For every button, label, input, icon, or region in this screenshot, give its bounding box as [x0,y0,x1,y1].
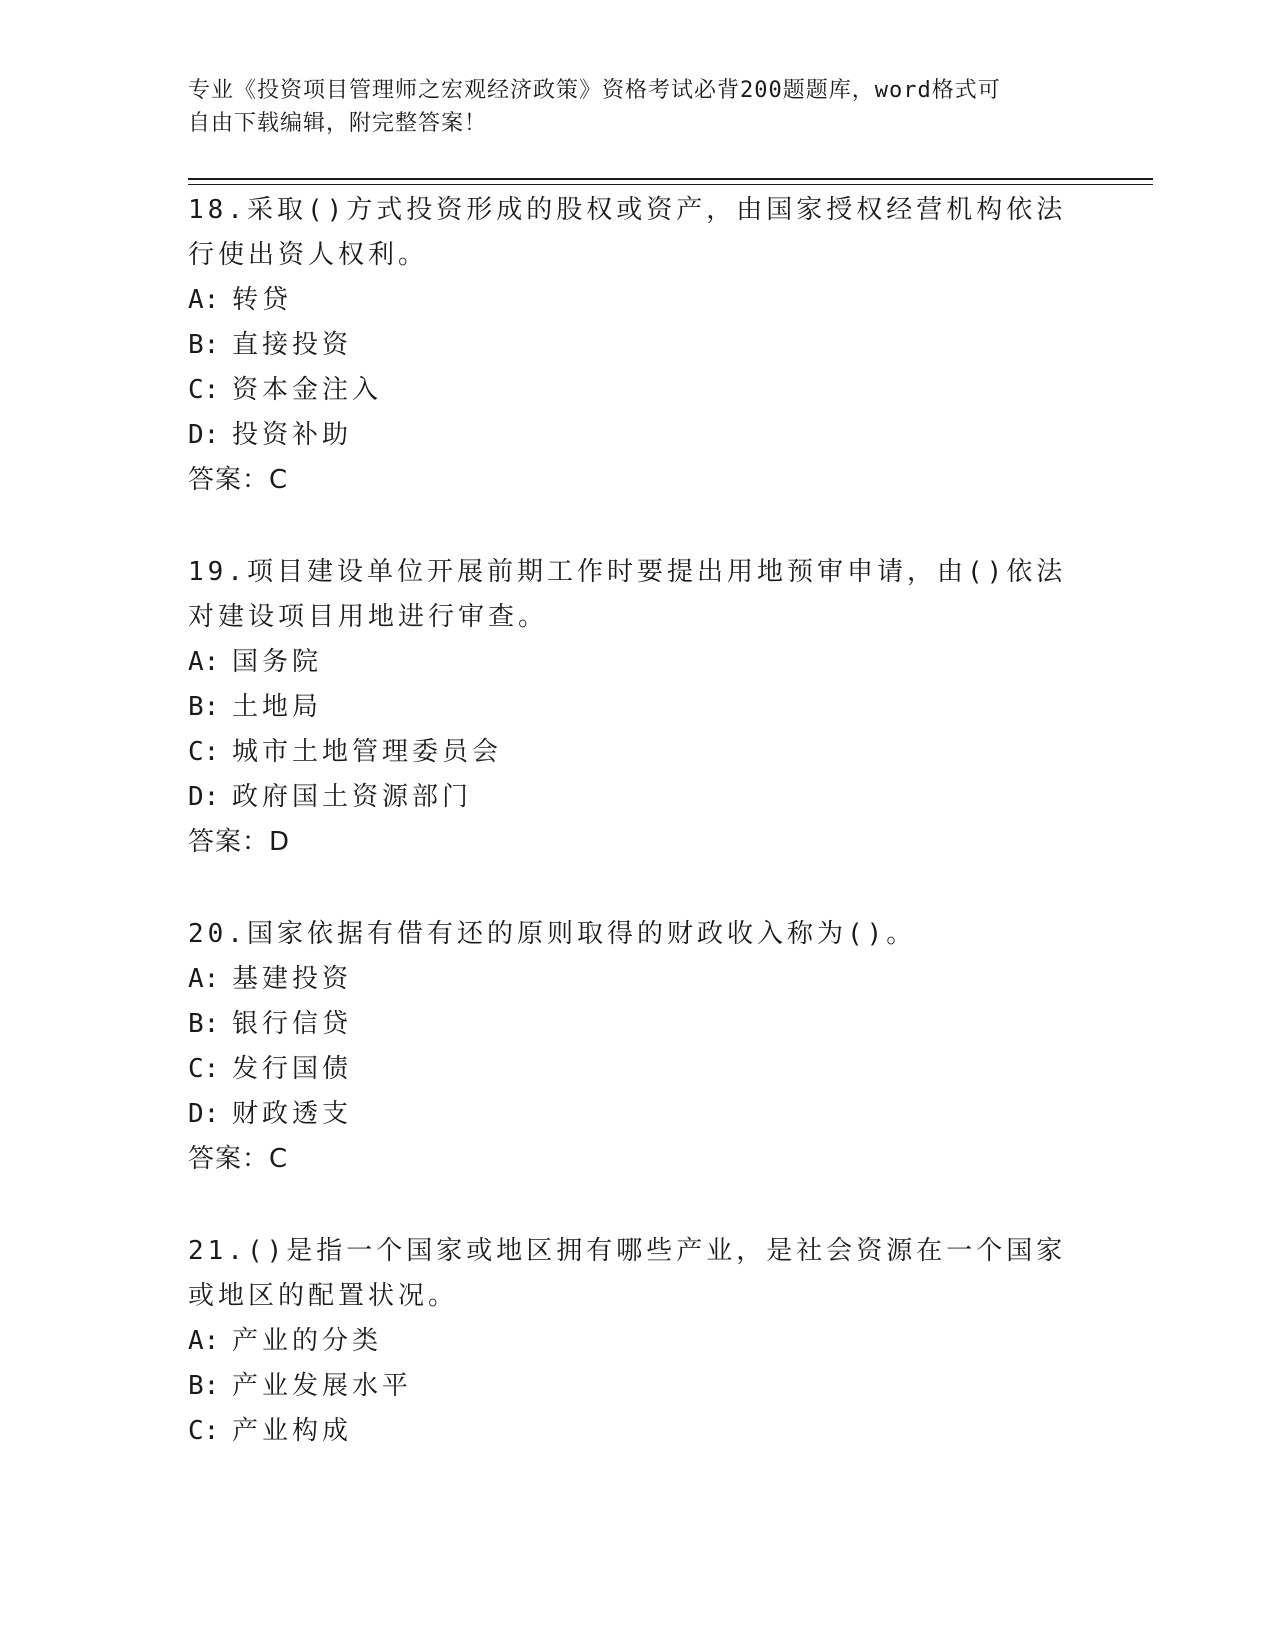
option-letter: C: [188,1054,220,1084]
question-text: 20.国家依据有借有还的原则取得的财政收入称为()。 [188,919,917,949]
option-letter: B: [188,692,220,722]
option-a [188,278,1088,323]
option-letter: B: [188,1371,220,1401]
option-d [188,413,1088,458]
question-text: 18.采取()方式投资形成的股权或资产，由国家授权经营机构依法行使出资人权利。 [188,195,1067,270]
option-c [188,368,1088,413]
option-letter: D: [188,1099,220,1129]
option-d [188,775,1088,820]
option-d [188,1092,1088,1137]
option-text: 发行国债 [232,1054,353,1084]
answer-line: 答案：C [188,1144,289,1174]
header-line-2: 自由下载编辑，附完整答案！ [188,111,488,136]
option-b [188,685,1088,730]
option-letter: C: [188,1416,220,1446]
document-header [188,74,1088,140]
option-b [188,323,1088,368]
option-letter: A: [188,285,220,315]
option-letter: B: [188,1009,220,1039]
question-19 [188,550,1088,865]
option-letter: D: [188,782,220,812]
answer-line: 答案：C [188,465,289,495]
option-c [188,1047,1088,1092]
option-letter: C: [188,375,220,405]
option-text: 产业构成 [232,1416,353,1446]
option-text: 直接投资 [232,330,353,360]
option-letter: D: [188,420,220,450]
option-c [188,1409,1088,1454]
option-text: 银行信贷 [232,1009,353,1039]
option-c [188,730,1088,775]
option-text: 城市土地管理委员会 [232,737,503,767]
header-divider-thick [188,178,1153,180]
option-text: 国务院 [232,647,323,677]
option-a [188,640,1088,685]
question-text: 21.()是指一个国家或地区拥有哪些产业，是社会资源在一个国家或地区的配置状况。 [188,1236,1067,1311]
option-text: 转贷 [232,285,293,315]
option-a [188,957,1088,1002]
question-20 [188,912,1088,1182]
option-letter: A: [188,964,220,994]
option-text: 产业发展水平 [232,1371,413,1401]
option-b [188,1364,1088,1409]
question-18 [188,188,1088,503]
option-text: 资本金注入 [232,375,383,405]
question-21 [188,1229,1088,1454]
option-text: 投资补助 [232,420,353,450]
option-letter: C: [188,737,220,767]
option-text: 基建投资 [232,964,353,994]
header-divider-thin [188,184,1153,185]
option-b [188,1002,1088,1047]
option-a [188,1319,1088,1364]
option-letter: A: [188,647,220,677]
option-text: 财政透支 [232,1099,353,1129]
option-letter: A: [188,1326,220,1356]
header-line-1: 专业《投资项目管理师之宏观经济政策》资格考试必背200题题库，word格式可 [188,78,1001,103]
question-list [188,188,1088,1501]
option-text: 土地局 [232,692,323,722]
option-text: 产业的分类 [232,1326,383,1356]
option-letter: B: [188,330,220,360]
option-text: 政府国土资源部门 [232,782,473,812]
question-text: 19.项目建设单位开展前期工作时要提出用地预审申请，由()依法对建设项目用地进行审查。 [188,557,1067,632]
answer-line: 答案：D [188,827,291,857]
